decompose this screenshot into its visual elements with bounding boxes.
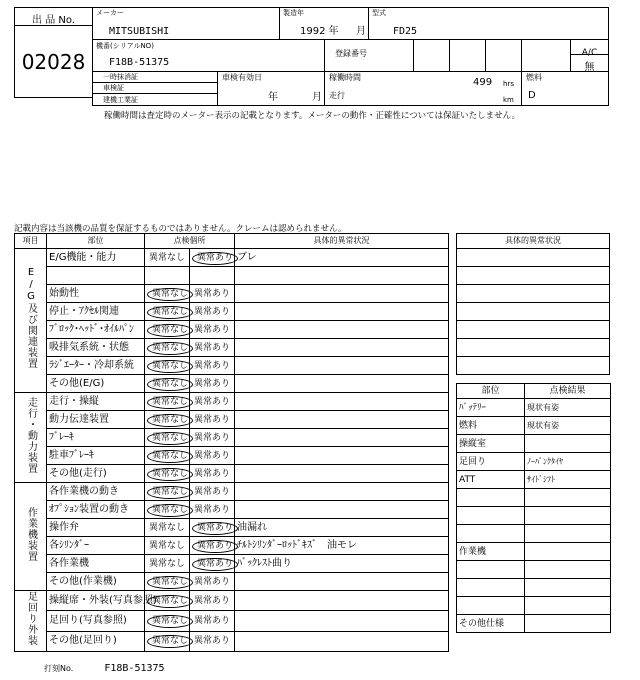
serial-value: F18B-51375	[109, 57, 170, 68]
cert3-cell	[92, 93, 218, 106]
detail-cell	[235, 501, 449, 519]
detail-cell	[235, 321, 449, 339]
table-row	[15, 537, 449, 555]
issue-option[interactable]: 異常あり	[194, 486, 231, 497]
category-label: 作業機装置	[25, 506, 37, 562]
no-issue-option[interactable]: 異常なし	[147, 576, 193, 589]
lot-label: 出 品 No.	[32, 15, 75, 26]
issue-cell[interactable]	[190, 573, 235, 591]
results-part-cell: 足回り	[457, 453, 525, 471]
issue-option[interactable]: 異常あり	[194, 396, 231, 407]
part-cell	[47, 267, 145, 285]
detail-cell	[235, 411, 449, 429]
issue-cell[interactable]	[190, 447, 235, 465]
table-row	[15, 573, 449, 591]
inspection-label: 車検有効日	[222, 73, 262, 82]
no-issue-cell[interactable]	[145, 631, 190, 651]
part-cell: 停止・ｱｸｾﾙ関連	[47, 303, 145, 321]
table-row	[15, 465, 449, 483]
results-part-cell: ﾊﾞｯﾃﾘｰ	[457, 399, 525, 417]
part-cell: ﾌﾞﾚｰｷ	[47, 429, 145, 447]
detail-cell	[235, 429, 449, 447]
results-result-cell: ｻｲﾄﾞｼﾌﾄ	[525, 471, 611, 489]
issue-option[interactable]: 異常あり	[194, 432, 231, 443]
results-row	[457, 615, 611, 633]
no-issue-option[interactable]: 異常なし	[147, 486, 193, 499]
issue-option[interactable]: 異常あり	[192, 252, 238, 265]
no-issue-option[interactable]: 異常なし	[147, 324, 193, 337]
detail-cell	[235, 339, 449, 357]
results-row	[457, 579, 611, 597]
detail-cell	[235, 611, 449, 631]
no-issue-option[interactable]: 異常なし	[147, 378, 193, 391]
no-issue-cell[interactable]	[145, 519, 190, 537]
issue-cell[interactable]	[190, 519, 235, 537]
results-row	[457, 597, 611, 615]
part-cell: ﾗｼﾞｴｰﾀｰ・冷却系統	[47, 357, 145, 375]
results-part-cell: その他仕様	[457, 615, 525, 633]
ac-value-cell	[570, 54, 609, 72]
inspection-year-suffix: 年	[268, 92, 278, 103]
detail-cell	[235, 357, 449, 375]
detail-cell	[235, 375, 449, 393]
no-issue-cell[interactable]	[145, 429, 190, 447]
right-detail-row	[457, 357, 610, 375]
results-result-cell	[525, 435, 611, 453]
part-cell: 始動性	[47, 285, 145, 303]
no-issue-option[interactable]: 異常なし	[147, 342, 193, 355]
category-cell	[15, 483, 47, 591]
issue-option[interactable]: 異常あり	[192, 540, 238, 553]
hours-disclaimer: 稼働時間は査定時のメーター表示の記載となります。メーターの動作・正確性については保証いたしません。	[104, 111, 521, 121]
table-row	[15, 285, 449, 303]
results-row	[457, 525, 611, 543]
fuel-label: 燃料	[526, 73, 542, 82]
table-header-row	[15, 234, 449, 249]
reg-cell-2	[449, 39, 486, 72]
part-cell: 操縦席・外装(写真参照)	[47, 591, 145, 611]
no-issue-option[interactable]: 異常なし	[147, 432, 193, 445]
issue-cell[interactable]	[190, 339, 235, 357]
results-part-cell: 作業機	[457, 543, 525, 561]
issue-option[interactable]: 異常あり	[194, 576, 231, 587]
table-row	[15, 249, 449, 267]
serial-label: 機番(シリアルNO)	[96, 42, 154, 50]
stamp-row	[44, 656, 165, 675]
table-row	[15, 447, 449, 465]
no-issue-cell[interactable]	[145, 303, 190, 321]
part-cell: その他(足回り)	[47, 631, 145, 651]
no-issue-cell[interactable]	[145, 321, 190, 339]
detail-cell	[235, 483, 449, 501]
results-result-cell	[525, 507, 611, 525]
results-result-cell	[525, 543, 611, 561]
right-detail-cell	[457, 321, 610, 339]
issue-option[interactable]: 異常あり	[194, 468, 231, 479]
results-result-cell	[525, 489, 611, 507]
category-label: 足回り外装	[25, 591, 37, 646]
no-issue-cell[interactable]	[145, 465, 190, 483]
table-row	[15, 429, 449, 447]
results-row	[457, 399, 611, 417]
part-cell: ﾌﾞﾛｯｸ･ﾍｯﾄﾞ･ｵｲﾙﾊﾟﾝ	[47, 321, 145, 339]
no-issue-option[interactable]: 異常なし	[147, 396, 193, 409]
right-detail-cell	[457, 339, 610, 357]
detail-cell	[235, 267, 449, 285]
detail-cell	[235, 591, 449, 611]
issue-option[interactable]: 異常あり	[194, 595, 231, 606]
issue-cell[interactable]	[190, 591, 235, 611]
maker-cell	[92, 7, 280, 40]
no-issue-option[interactable]: 異常なし	[147, 288, 193, 301]
results-row	[457, 453, 611, 471]
inspection-month-suffix: 月	[312, 92, 322, 103]
issue-option[interactable]: 異常あり	[194, 504, 231, 515]
no-issue-cell[interactable]	[145, 447, 190, 465]
table-row	[15, 303, 449, 321]
model-cell	[368, 7, 609, 40]
results-part-cell: ATT	[457, 471, 525, 489]
no-issue-option[interactable]: 異常なし	[147, 414, 193, 427]
issue-cell[interactable]	[190, 285, 235, 303]
right-detail-header: 具体的異常状況	[457, 234, 610, 249]
no-issue-cell[interactable]	[145, 611, 190, 631]
reg-cell-1	[413, 39, 450, 72]
results-result-cell: 現状有姿	[525, 417, 611, 435]
part-cell: 走行・操縦	[47, 393, 145, 411]
category-label: E/G及び関連装置	[25, 267, 37, 369]
issue-cell[interactable]	[190, 357, 235, 375]
issue-cell[interactable]	[190, 249, 235, 267]
results-result-cell	[525, 615, 611, 633]
detail-cell	[235, 631, 449, 651]
no-issue-option[interactable]: 異常なし	[147, 635, 193, 648]
results-part-cell: 燃料	[457, 417, 525, 435]
no-issue-cell[interactable]	[145, 591, 190, 611]
no-issue-option[interactable]: 異常なし	[147, 615, 193, 628]
no-issue-cell[interactable]	[145, 573, 190, 591]
inspection-table	[14, 233, 449, 652]
detail-cell	[235, 465, 449, 483]
reg-label-cell	[324, 39, 414, 72]
no-issue-cell[interactable]	[145, 411, 190, 429]
results-row	[457, 543, 611, 561]
issue-cell[interactable]	[190, 501, 235, 519]
detail-cell	[235, 573, 449, 591]
hours-unit: hrs	[503, 80, 514, 88]
table-row	[15, 591, 449, 611]
right-detail-row	[457, 249, 610, 267]
detail-cell: ブレ	[235, 249, 449, 267]
lot-number-box	[14, 25, 93, 98]
stamp-value: F18B-51375	[104, 663, 165, 674]
part-cell: 駐車ﾌﾞﾚｰｷ	[47, 447, 145, 465]
results-result-cell	[525, 579, 611, 597]
results-row	[457, 507, 611, 525]
issue-cell[interactable]	[190, 555, 235, 573]
results-row	[457, 417, 611, 435]
results-part-cell	[457, 489, 525, 507]
results-part-cell	[457, 579, 525, 597]
results-result-cell	[525, 561, 611, 579]
results-part-cell	[457, 525, 525, 543]
right-detail-row	[457, 339, 610, 357]
hours-value: 499	[473, 77, 493, 88]
results-result-cell: 現状有姿	[525, 399, 611, 417]
table-row	[15, 555, 449, 573]
detail-cell	[235, 447, 449, 465]
stamp-label: 打刻No.	[44, 664, 74, 673]
table-row	[15, 519, 449, 537]
results-header-result: 点検結果	[525, 384, 611, 399]
right-detail-row	[457, 285, 610, 303]
issue-option[interactable]: 異常あり	[194, 342, 231, 353]
results-part-cell: 操縦室	[457, 435, 525, 453]
no-issue-cell[interactable]	[145, 483, 190, 501]
part-cell: 各作業機	[47, 555, 145, 573]
issue-cell[interactable]	[190, 267, 235, 285]
model-value: FD25	[393, 26, 418, 37]
part-cell: 各作業機の動き	[47, 483, 145, 501]
cert2-label: 車検証	[103, 84, 124, 92]
year-cell	[279, 7, 369, 40]
issue-cell[interactable]	[190, 429, 235, 447]
table-row	[15, 357, 449, 375]
no-issue-option[interactable]: 異常なし	[147, 504, 193, 517]
issue-cell[interactable]	[190, 483, 235, 501]
no-issue-option[interactable]: 異常なし	[149, 522, 186, 533]
issue-cell[interactable]	[190, 393, 235, 411]
issue-option[interactable]: 異常あり	[194, 288, 231, 299]
no-issue-cell[interactable]	[145, 555, 190, 573]
no-issue-option[interactable]: 異常なし	[149, 540, 186, 551]
table-row	[15, 375, 449, 393]
no-issue-option[interactable]: 異常なし	[149, 252, 186, 263]
category-cell	[15, 393, 47, 483]
results-part-cell	[457, 507, 525, 525]
issue-option[interactable]: 異常あり	[194, 306, 231, 317]
issue-cell[interactable]	[190, 537, 235, 555]
ac-label: A/C	[581, 48, 598, 58]
issue-cell[interactable]	[190, 411, 235, 429]
part-cell: その他(走行)	[47, 465, 145, 483]
results-result-cell: ﾉｰﾊﾟﾝｸﾀｲﾔ	[525, 453, 611, 471]
hours-label: 稼働時間	[329, 73, 361, 82]
header-part: 部位	[47, 234, 145, 249]
km-unit: km	[503, 96, 514, 104]
issue-option[interactable]: 異常あり	[192, 522, 238, 535]
issue-cell[interactable]	[190, 321, 235, 339]
no-issue-option[interactable]: 異常なし	[149, 558, 186, 569]
part-cell: E/G機能・能力	[47, 249, 145, 267]
notice-text: 記載内容は当該機の品質を保証するものではありません。クレームは認められません。	[14, 224, 347, 234]
header-check: 点検個所	[145, 234, 235, 249]
right-detail-table	[456, 233, 610, 375]
category-cell	[15, 249, 47, 393]
part-cell: 吸排気系統・状態	[47, 339, 145, 357]
results-row	[457, 471, 611, 489]
table-row	[15, 411, 449, 429]
lot-number: 02028	[21, 49, 86, 74]
reg-cell-4	[521, 39, 571, 72]
no-issue-cell[interactable]	[145, 375, 190, 393]
table-row	[15, 483, 449, 501]
travel-label: 走行	[329, 91, 345, 100]
results-row	[457, 489, 611, 507]
table-row	[15, 631, 449, 651]
results-header-row	[457, 384, 611, 399]
no-issue-cell[interactable]	[145, 501, 190, 519]
results-part-cell	[457, 561, 525, 579]
part-cell: 足回り(写真参照)	[47, 611, 145, 631]
no-issue-cell[interactable]	[145, 267, 190, 285]
issue-cell[interactable]	[190, 375, 235, 393]
part-cell: その他(作業機)	[47, 573, 145, 591]
results-row	[457, 561, 611, 579]
issue-option[interactable]: 異常あり	[194, 636, 231, 647]
right-detail-cell	[457, 357, 610, 375]
results-row	[457, 435, 611, 453]
reg-label: 登録番号	[335, 49, 367, 58]
right-detail-header-row	[457, 234, 610, 249]
detail-cell	[235, 285, 449, 303]
issue-option[interactable]: 異常あり	[194, 615, 231, 626]
issue-option[interactable]: 異常あり	[194, 360, 231, 371]
month-suffix: 月	[356, 26, 366, 37]
issue-cell[interactable]	[190, 611, 235, 631]
issue-option[interactable]: 異常あり	[194, 324, 231, 335]
no-issue-cell[interactable]	[145, 285, 190, 303]
issue-cell[interactable]	[190, 465, 235, 483]
right-detail-cell	[457, 249, 610, 267]
no-issue-cell[interactable]	[145, 357, 190, 375]
results-result-cell	[525, 597, 611, 615]
no-issue-cell[interactable]	[145, 393, 190, 411]
part-cell: 各ｼﾘﾝﾀﾞｰ	[47, 537, 145, 555]
maker-label: メーカー	[96, 9, 124, 17]
results-result-cell	[525, 525, 611, 543]
right-detail-cell	[457, 303, 610, 321]
no-issue-option[interactable]: 異常なし	[147, 595, 193, 608]
serial-cell	[92, 39, 325, 72]
table-row	[15, 339, 449, 357]
table-row	[15, 393, 449, 411]
year-value: 1992 年	[300, 26, 339, 37]
maker-value: MITSUBISHI	[109, 26, 170, 37]
part-cell: その他(E/G)	[47, 375, 145, 393]
right-detail-row	[457, 267, 610, 285]
cert1-label: 一時抹消証	[103, 73, 138, 81]
no-issue-option[interactable]: 異常なし	[147, 360, 193, 373]
cert3-label: 建機工業証	[103, 96, 138, 104]
hours-cell	[324, 71, 522, 106]
no-issue-cell[interactable]	[145, 537, 190, 555]
issue-option[interactable]: 異常あり	[192, 558, 238, 571]
part-cell: 動力伝達装置	[47, 411, 145, 429]
detail-cell: 油漏れ	[235, 519, 449, 537]
table-row	[15, 611, 449, 631]
fuel-cell	[521, 71, 609, 106]
ac-label-cell	[570, 39, 609, 58]
category-label: 走行・動力装置	[25, 396, 37, 474]
table-row	[15, 501, 449, 519]
no-issue-option[interactable]: 異常なし	[147, 450, 193, 463]
issue-cell[interactable]	[190, 631, 235, 651]
detail-cell	[235, 303, 449, 321]
right-detail-cell	[457, 267, 610, 285]
issue-option[interactable]: 異常あり	[194, 378, 231, 389]
right-detail-row	[457, 321, 610, 339]
no-issue-cell[interactable]	[145, 339, 190, 357]
issue-cell[interactable]	[190, 303, 235, 321]
inspection-cell	[217, 71, 325, 106]
table-row	[15, 321, 449, 339]
no-issue-cell[interactable]	[145, 249, 190, 267]
detail-cell: ﾁﾙﾄｼﾘﾝﾀﾞｰﾛｯﾄﾞｷｽﾞ 油モレ	[235, 537, 449, 555]
ac-value: 無	[584, 62, 595, 73]
part-cell: 操作弁	[47, 519, 145, 537]
right-results-table	[456, 383, 611, 633]
header-item: 項目	[15, 234, 47, 249]
part-cell: ｵﾌﾟｼｮﾝ装置の動き	[47, 501, 145, 519]
detail-cell: ﾊﾞｯｸﾚｽﾄ曲り	[235, 555, 449, 573]
category-cell	[15, 591, 47, 652]
no-issue-option[interactable]: 異常なし	[147, 468, 193, 481]
header-detail: 具体的異常状況	[235, 234, 449, 249]
issue-option[interactable]: 異常あり	[194, 450, 231, 461]
results-part-cell	[457, 597, 525, 615]
right-detail-cell	[457, 285, 610, 303]
fuel-value: D	[528, 90, 536, 101]
issue-option[interactable]: 異常あり	[194, 414, 231, 425]
year-label: 製造年	[283, 9, 304, 17]
table-row	[15, 267, 449, 285]
results-header-part: 部位	[457, 384, 525, 399]
detail-cell	[235, 393, 449, 411]
no-issue-option[interactable]: 異常なし	[147, 306, 193, 319]
right-detail-row	[457, 303, 610, 321]
lot-label-box	[14, 7, 93, 26]
reg-cell-3	[485, 39, 522, 72]
model-label: 型式	[372, 9, 386, 17]
